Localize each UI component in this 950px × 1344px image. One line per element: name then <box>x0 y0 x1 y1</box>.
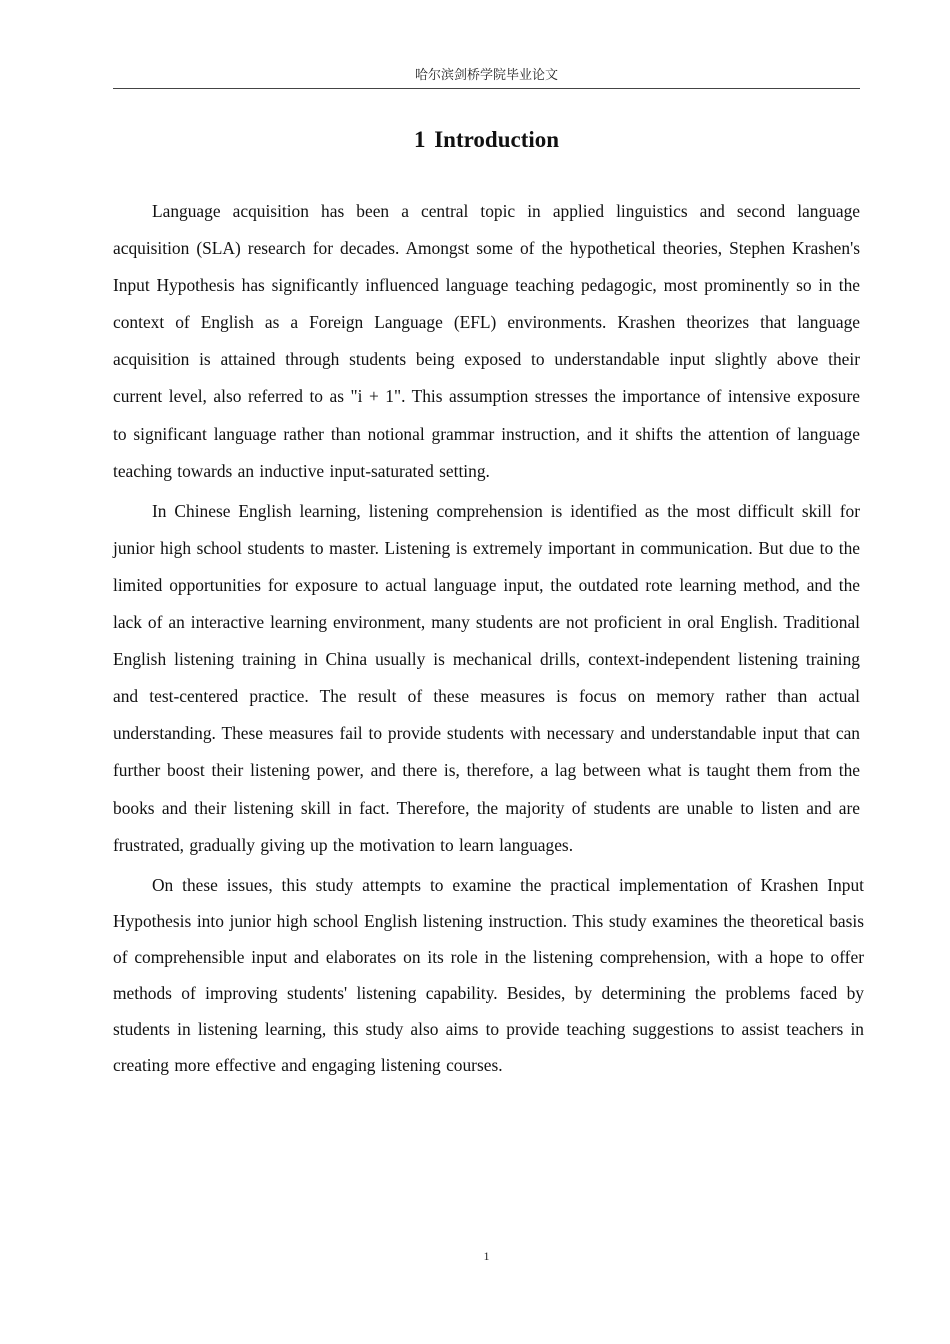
body-text <box>113 193 864 1083</box>
paragraph-1: Language acquisition has been a central topic in applied linguistics and second language acquisition (SLA) research for decades. Amongst some of the hypothetical theories, Stephen Krashen's Input Hypothesis has significantly influenced language teaching pedagogic, most prominently so in the context of English as a Foreign Language (EFL) environments. Krashen theorizes that language acquisition is attained through students being exposed to understandable input slightly above their current level, also referred to as "i + 1". This assumption stresses the importance of intensive exposure to significant language rather than notional grammar instruction, and it shifts the attention of language teaching towards an inductive input-saturated setting. <box>113 201 860 481</box>
paragraph-3: On these issues, this study attempts to examine the practical implementation of Krashen Input Hypothesis into junior high school English listening instruction. This study examines the theoretical basis of comprehensible input and elaborates on its role in the listening comprehension, with a hope to offer methods of improving students' listening capability. Besides, by determining the problems faced by students in listening learning, this study also aims to provide teaching suggestions to assist teachers in creating more effective and engaging listening courses. <box>113 874 864 1075</box>
running-header: 哈尔滨剑桥学院毕业论文 <box>414 67 558 82</box>
chapter-title: 1 Introduction <box>413 127 560 152</box>
page-number: 1 <box>483 1249 490 1263</box>
header-divider <box>113 88 860 89</box>
paragraph-2: In Chinese English learning, listening comprehension is identified as the most difficult skill for junior high school students to master. Listening is extremely important in communication. But due to the limited opportunities for exposure to actual language input, the outdated rote learning method, and the lack of an interactive learning environment, many students are not proficient in oral English. Traditional English listening training in China usually is mechanical drills, context-independent listening training and test-centered practice. The result of these measures is focus on memory rather than actual understanding. These measures fail to provide students with necessary and understandable input that can further boost their listening power, and there is, therefore, a lag between what is taught them from the books and their listening skill in fact. Therefore, the majority of students are unable to listen and are frustrated, gradually giving up the motivation to learn languages. <box>113 500 860 855</box>
